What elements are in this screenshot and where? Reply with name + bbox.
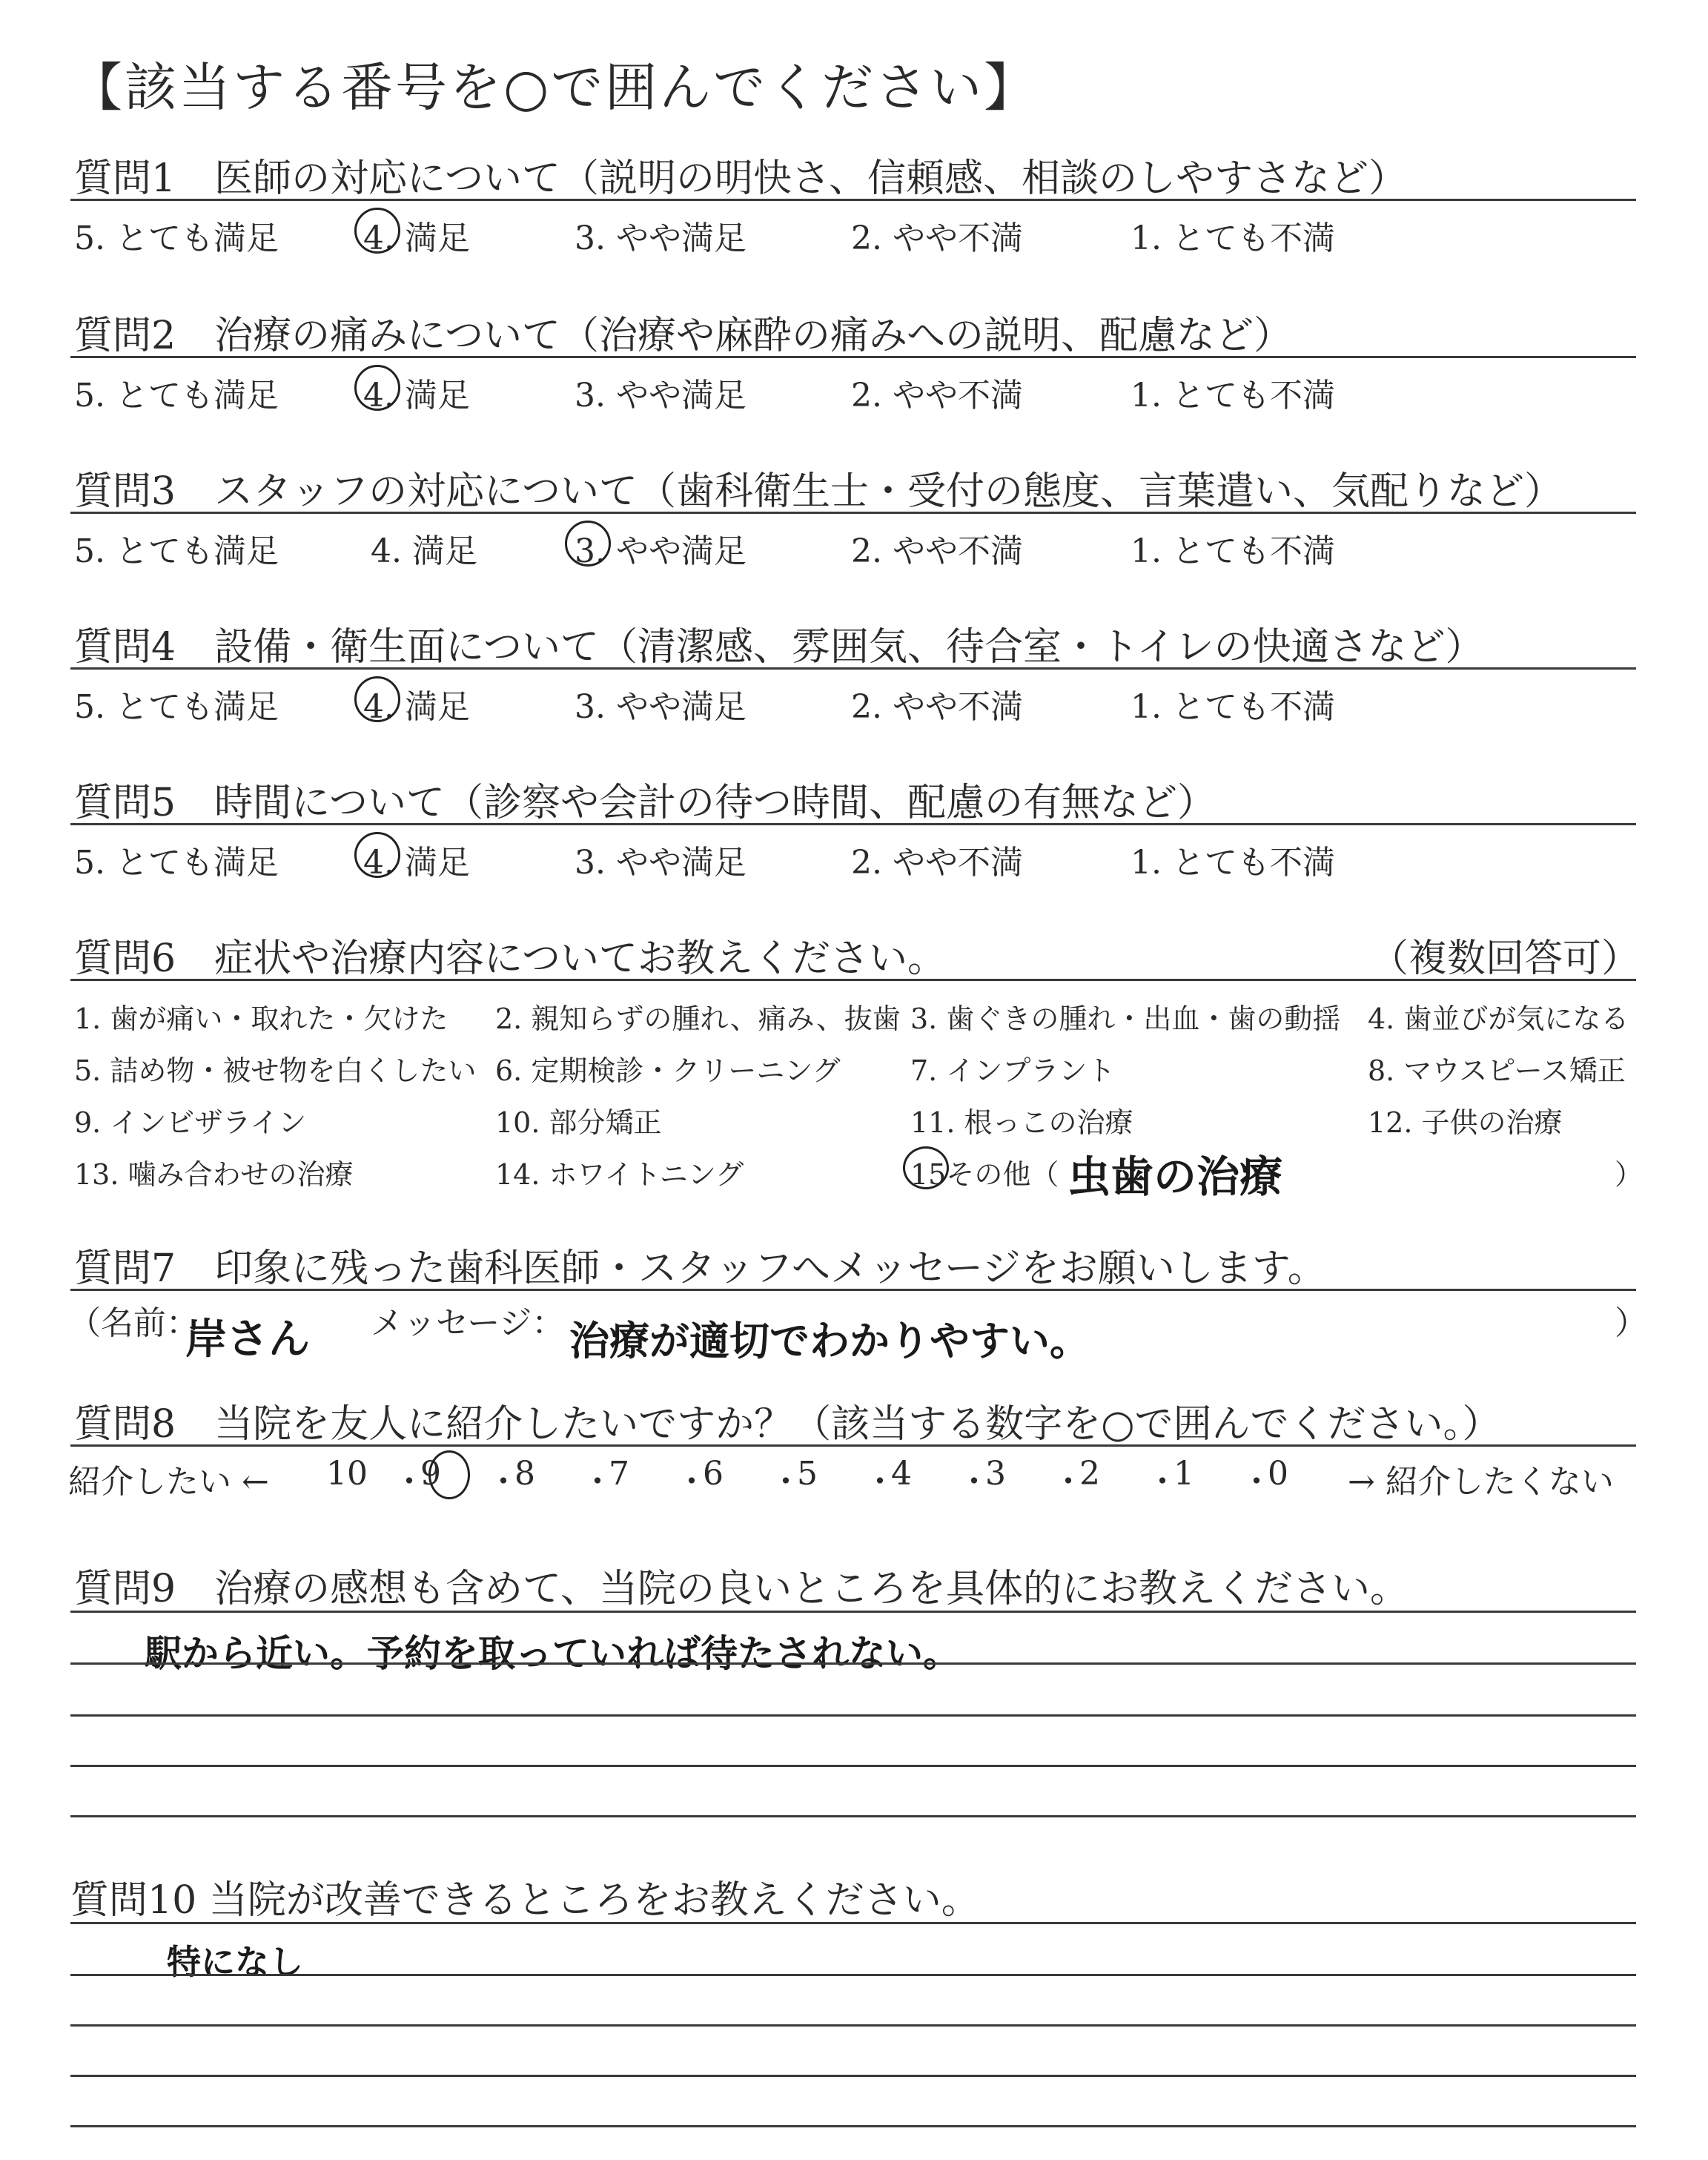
q6-option-9[interactable]: 9. インビザライン (74, 1106, 307, 1139)
q5-option-5[interactable]: 5. とても満足 (74, 844, 279, 882)
q7-name-value[interactable]: 岸さん (185, 1315, 310, 1364)
q8-left-label: 紹介したい ← (68, 1463, 269, 1501)
q2-option-5[interactable]: 5. とても満足 (74, 377, 279, 415)
q5-option-1[interactable]: 1. とても不満 (1131, 844, 1335, 882)
q4-option-5[interactable]: 5. とても満足 (74, 688, 279, 726)
q3-selection-circle (565, 521, 611, 567)
q5-option-3[interactable]: 3. やや満足 (575, 844, 747, 882)
q3-option-1[interactable]: 1. とても不満 (1131, 532, 1335, 570)
q1-selection-circle (354, 208, 400, 254)
q8-scale-separator: ・ (1240, 1463, 1273, 1501)
question-4-title: 質問4 設備・衛生面について（清潔感、雰囲気、待合室・トイレの快適さなど） (74, 625, 1484, 670)
question-10-rule-3 (70, 2024, 1636, 2027)
q1-option-3[interactable]: 3. やや満足 (575, 219, 747, 257)
q2-option-1[interactable]: 1. とても不満 (1131, 377, 1335, 415)
q7-close: ） (1615, 1304, 1647, 1342)
question-6-title: 質問6 症状や治療内容についてお教えください。 (74, 937, 947, 981)
question-9-title: 質問9 治療の感想も含めて、当院の良いところを具体的にお教えください。 (74, 1567, 1409, 1611)
q9-answer[interactable]: 駅から近い。予約を取っていれば待たされない。 (145, 1632, 960, 1675)
question-9-rule-1 (70, 1611, 1636, 1613)
question-1-rule (70, 199, 1636, 201)
question-4-rule (70, 667, 1636, 670)
question-9-rule-3 (70, 1714, 1636, 1717)
q6-option-10[interactable]: 10. 部分矯正 (495, 1106, 662, 1139)
question-3-title: 質問3 スタッフの対応について（歯科衛生士・受付の態度、言葉遣い、気配りなど） (74, 469, 1563, 514)
question-10-rule-2 (70, 1974, 1636, 1976)
question-10-rule-1 (70, 1922, 1636, 1924)
q3-option-5[interactable]: 5. とても満足 (74, 532, 279, 570)
q8-scale-0[interactable]: 0 (1268, 1455, 1288, 1493)
q8-scale-separator: ・ (1146, 1463, 1179, 1501)
q8-scale-separator: ・ (864, 1463, 896, 1501)
q8-scale-7[interactable]: 7 (609, 1455, 629, 1493)
question-9-rule-5 (70, 1815, 1636, 1817)
q8-scale-2[interactable]: 2 (1079, 1455, 1100, 1493)
question-5-title: 質問5 時間について（診察や会計の待つ時間、配慮の有無など） (74, 781, 1217, 825)
q8-scale-separator: ・ (581, 1463, 614, 1501)
q3-option-3[interactable]: 3. やや満足 (575, 532, 747, 570)
question-7-rule (70, 1289, 1636, 1291)
q6-option-8[interactable]: 8. マウスピース矯正 (1368, 1054, 1626, 1087)
question-2-rule (70, 356, 1636, 358)
q8-scale-9[interactable]: 9 (420, 1455, 441, 1493)
q2-option-2[interactable]: 2. やや不満 (851, 377, 1023, 415)
q8-scale-8[interactable]: 8 (514, 1455, 535, 1493)
q8-scale-separator: ・ (769, 1463, 802, 1501)
q8-scale-4[interactable]: 4 (891, 1455, 912, 1493)
q2-option-3[interactable]: 3. やや満足 (575, 377, 747, 415)
q4-selection-circle (354, 676, 400, 722)
question-8-title: 質問8 当院を友人に紹介したいですか？（該当する数字を○で囲んでください。） (74, 1402, 1501, 1447)
q6-option-2[interactable]: 2. 親知らずの腫れ、痛み、抜歯 (495, 1003, 901, 1035)
q10-answer[interactable]: 特になし (167, 1942, 303, 1982)
q6-option-1[interactable]: 1. 歯が痛い・取れた・欠けた (74, 1003, 448, 1035)
q8-scale-separator: ・ (958, 1463, 990, 1501)
question-1-title: 質問1 医師の対応について（説明の明快さ、信頼感、相談のしやすさなど） (74, 156, 1407, 201)
q4-option-3[interactable]: 3. やや満足 (575, 688, 747, 726)
q6-other-text[interactable]: 虫歯の治療 (1068, 1152, 1283, 1202)
question-6-rule (70, 979, 1636, 981)
q6-option-14[interactable]: 14. ホワイトニング (495, 1158, 744, 1191)
q8-scale-3[interactable]: 3 (985, 1455, 1006, 1493)
q6-option-7[interactable]: 7. インプラント (910, 1054, 1116, 1087)
q8-scale-separator: ・ (393, 1463, 426, 1501)
q8-scale-10[interactable]: 10 (326, 1455, 368, 1493)
q8-scale-separator: ・ (675, 1463, 708, 1501)
q4-option-2[interactable]: 2. やや不満 (851, 688, 1023, 726)
q2-selection-circle (354, 365, 400, 411)
q5-selection-circle (354, 832, 400, 878)
q8-scale-5[interactable]: 5 (797, 1455, 818, 1493)
question-10-rule-4 (70, 2075, 1636, 2077)
q5-option-2[interactable]: 2. やや不満 (851, 844, 1023, 882)
q6-option-12[interactable]: 12. 子供の治療 (1368, 1106, 1563, 1139)
q3-option-2[interactable]: 2. やや不満 (851, 532, 1023, 570)
q8-scale-1[interactable]: 1 (1174, 1455, 1194, 1493)
question-10-title: 質問10 当院が改善できるところをお教えください。 (70, 1878, 980, 1923)
q7-name-label: （名前： (68, 1304, 199, 1342)
q7-message-value[interactable]: 治療が適切でわかりやすい。 (569, 1318, 1090, 1364)
q1-option-1[interactable]: 1. とても不満 (1131, 219, 1335, 257)
q6-option-4[interactable]: 4. 歯並びが気になる (1368, 1003, 1629, 1035)
q2-option-4[interactable]: 4. 満足 (363, 377, 470, 415)
q6-other-close: ） (1615, 1158, 1644, 1191)
q3-option-4[interactable]: 4. 満足 (371, 532, 477, 570)
q4-option-1[interactable]: 1. とても不満 (1131, 688, 1335, 726)
form-header: 【該当する番号を○で囲んでください】 (70, 57, 1039, 118)
question-3-rule (70, 512, 1636, 514)
q8-scale-6[interactable]: 6 (703, 1455, 724, 1493)
q1-option-2[interactable]: 2. やや不満 (851, 219, 1023, 257)
question-2-title: 質問2 治療の痛みについて（治療や麻酔の痛みへの説明、配慮など） (74, 314, 1293, 358)
q6-option-11[interactable]: 11. 根っこの治療 (910, 1106, 1133, 1139)
q8-selection-circle (428, 1450, 470, 1499)
question-5-rule (70, 823, 1636, 825)
question-9-rule-2 (70, 1662, 1636, 1665)
q1-option-5[interactable]: 5. とても満足 (74, 219, 279, 257)
question-7-title: 質問7 印象に残った歯科医師・スタッフへメッセージをお願いします。 (74, 1246, 1326, 1291)
q1-option-4[interactable]: 4. 満足 (363, 219, 470, 257)
q7-message-label: メッセージ： (371, 1304, 565, 1342)
question-6-note: （複数回答可） (1370, 937, 1641, 981)
q6-option-5[interactable]: 5. 詰め物・被せ物を白くしたい (74, 1054, 477, 1087)
q6-option-6[interactable]: 6. 定期検診・クリーニング (495, 1054, 841, 1087)
q6-option-3[interactable]: 3. 歯ぐきの腫れ・出血・歯の動揺 (910, 1003, 1341, 1035)
question-10-rule-5 (70, 2125, 1636, 2127)
q6-option-13[interactable]: 13. 噛み合わせの治療 (74, 1158, 354, 1191)
q8-right-label: → 紹介したくない (1348, 1463, 1614, 1501)
q8-scale-separator: ・ (1052, 1463, 1085, 1501)
question-9-rule-4 (70, 1765, 1636, 1767)
q6-selection-circle (903, 1146, 949, 1189)
q4-option-4[interactable]: 4. 満足 (363, 688, 470, 726)
q6-option-15-label[interactable]: 15その他（ (910, 1158, 1059, 1191)
q8-scale-separator: ・ (487, 1463, 520, 1501)
question-8-rule (70, 1444, 1636, 1447)
q5-option-4[interactable]: 4. 満足 (363, 844, 470, 882)
